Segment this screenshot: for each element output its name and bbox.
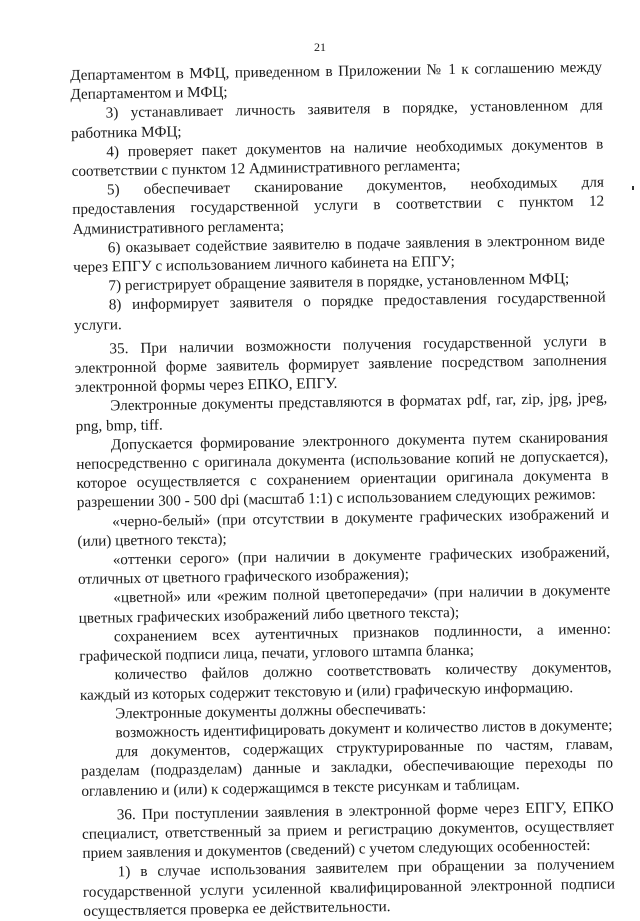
paragraph: Департаментом в МФЦ, приведенном в Приложении № 1 к соглашению между Департаментом и МФЦ;	[70, 58, 603, 104]
paragraph: Электронные документы должны обеспечивать:	[115, 700, 427, 723]
paragraph: Электронные документы представляются в форматах pdf, rar, zip, jpg, jpeg, png, bmp, tiff.	[75, 390, 608, 435]
paragraph: 35. При наличии возможности получения государственной услуги в электронной форме заявитель формирует заявление посредством заполнения электронной формы через ЕПКО, ЕПГУ.	[74, 332, 607, 397]
list-item: «черно-белый» (при отсутствии в документе графических изображений и (или) цветного текста);	[77, 505, 610, 550]
list-item: 5) обеспечивает сканирование документов, необходимых для предоставления государственной услуги в соответствии с пунктом 12 Административного регламента;	[72, 173, 605, 238]
list-item: 1) в случае использования заявителем при обращении за получением государственной услуги усиленной квалифицированной электронной подписи осуществляется проверка ее действительности.	[82, 855, 616, 920]
page-number: 21	[314, 40, 326, 54]
list-item: «цветной» или «режим полной цветопередачи» (при наличии в документе цветных графических изображений либо цветного текста);	[78, 582, 611, 627]
list-item: возможность идентифицировать документ и количество листов в документе;	[115, 716, 613, 742]
list-item: сохранением всех аутентичных признаков подлинности, а именно: графической подписи лица, печати, углового штампа бланка;	[79, 620, 612, 666]
list-item: 7) регистрирует обращение заявителя в порядке, установленном МФЦ;	[108, 270, 570, 295]
list-item: количество файлов должно соответствовать количеству документов, каждый из которых содержит текстовую и (или) графическую информацию.	[79, 658, 612, 704]
list-item: 4) проверяет пакет документов на наличие необходимых документов в соответствии с пунктом 12 Административного регламента;	[71, 135, 604, 181]
list-item: 6) оказывает содействие заявителю в подаче заявления в электронном виде через ЕПГУ с использованием личного кабинета на ЕПГУ;	[73, 231, 605, 277]
list-item: 8) информирует заявителя о порядке предоставления государственной услуги.	[73, 289, 606, 334]
list-item: «оттенки серого» (при наличии в документе графических изображений, отличных от цветного графического изображения);	[77, 543, 610, 589]
document-body	[70, 58, 615, 921]
list-item: для документов, содержащих структурированные по частям, главам, разделам (подразделам) данные и закладки, обеспечивающие переходы по оглавлению и (или) к содержащимся в тексте рисункам и таблицам.	[80, 735, 614, 800]
paragraph: Допускается формирование электронного документа путем сканирования непосредственно с оригинала документа (использование копий не допускается), которое осуществляется с сохранением ориентации оригинала документа в разрешении 300 - 500 dpi (масштаб 1:1) с использованием следующих режимов:	[76, 428, 609, 512]
scan-artifact	[632, 186, 634, 190]
list-item: 3) устанавливает личность заявителя в порядке, установленном для работника МФЦ;	[70, 97, 603, 142]
paragraph: 36. При поступлении заявления в электронной форме через ЕПГУ, ЕПКО специалист, ответственный за прием и регистрацию документов, осуществляет прием заявления и документов (сведений) с учетом следующих особенностей:	[81, 798, 615, 863]
